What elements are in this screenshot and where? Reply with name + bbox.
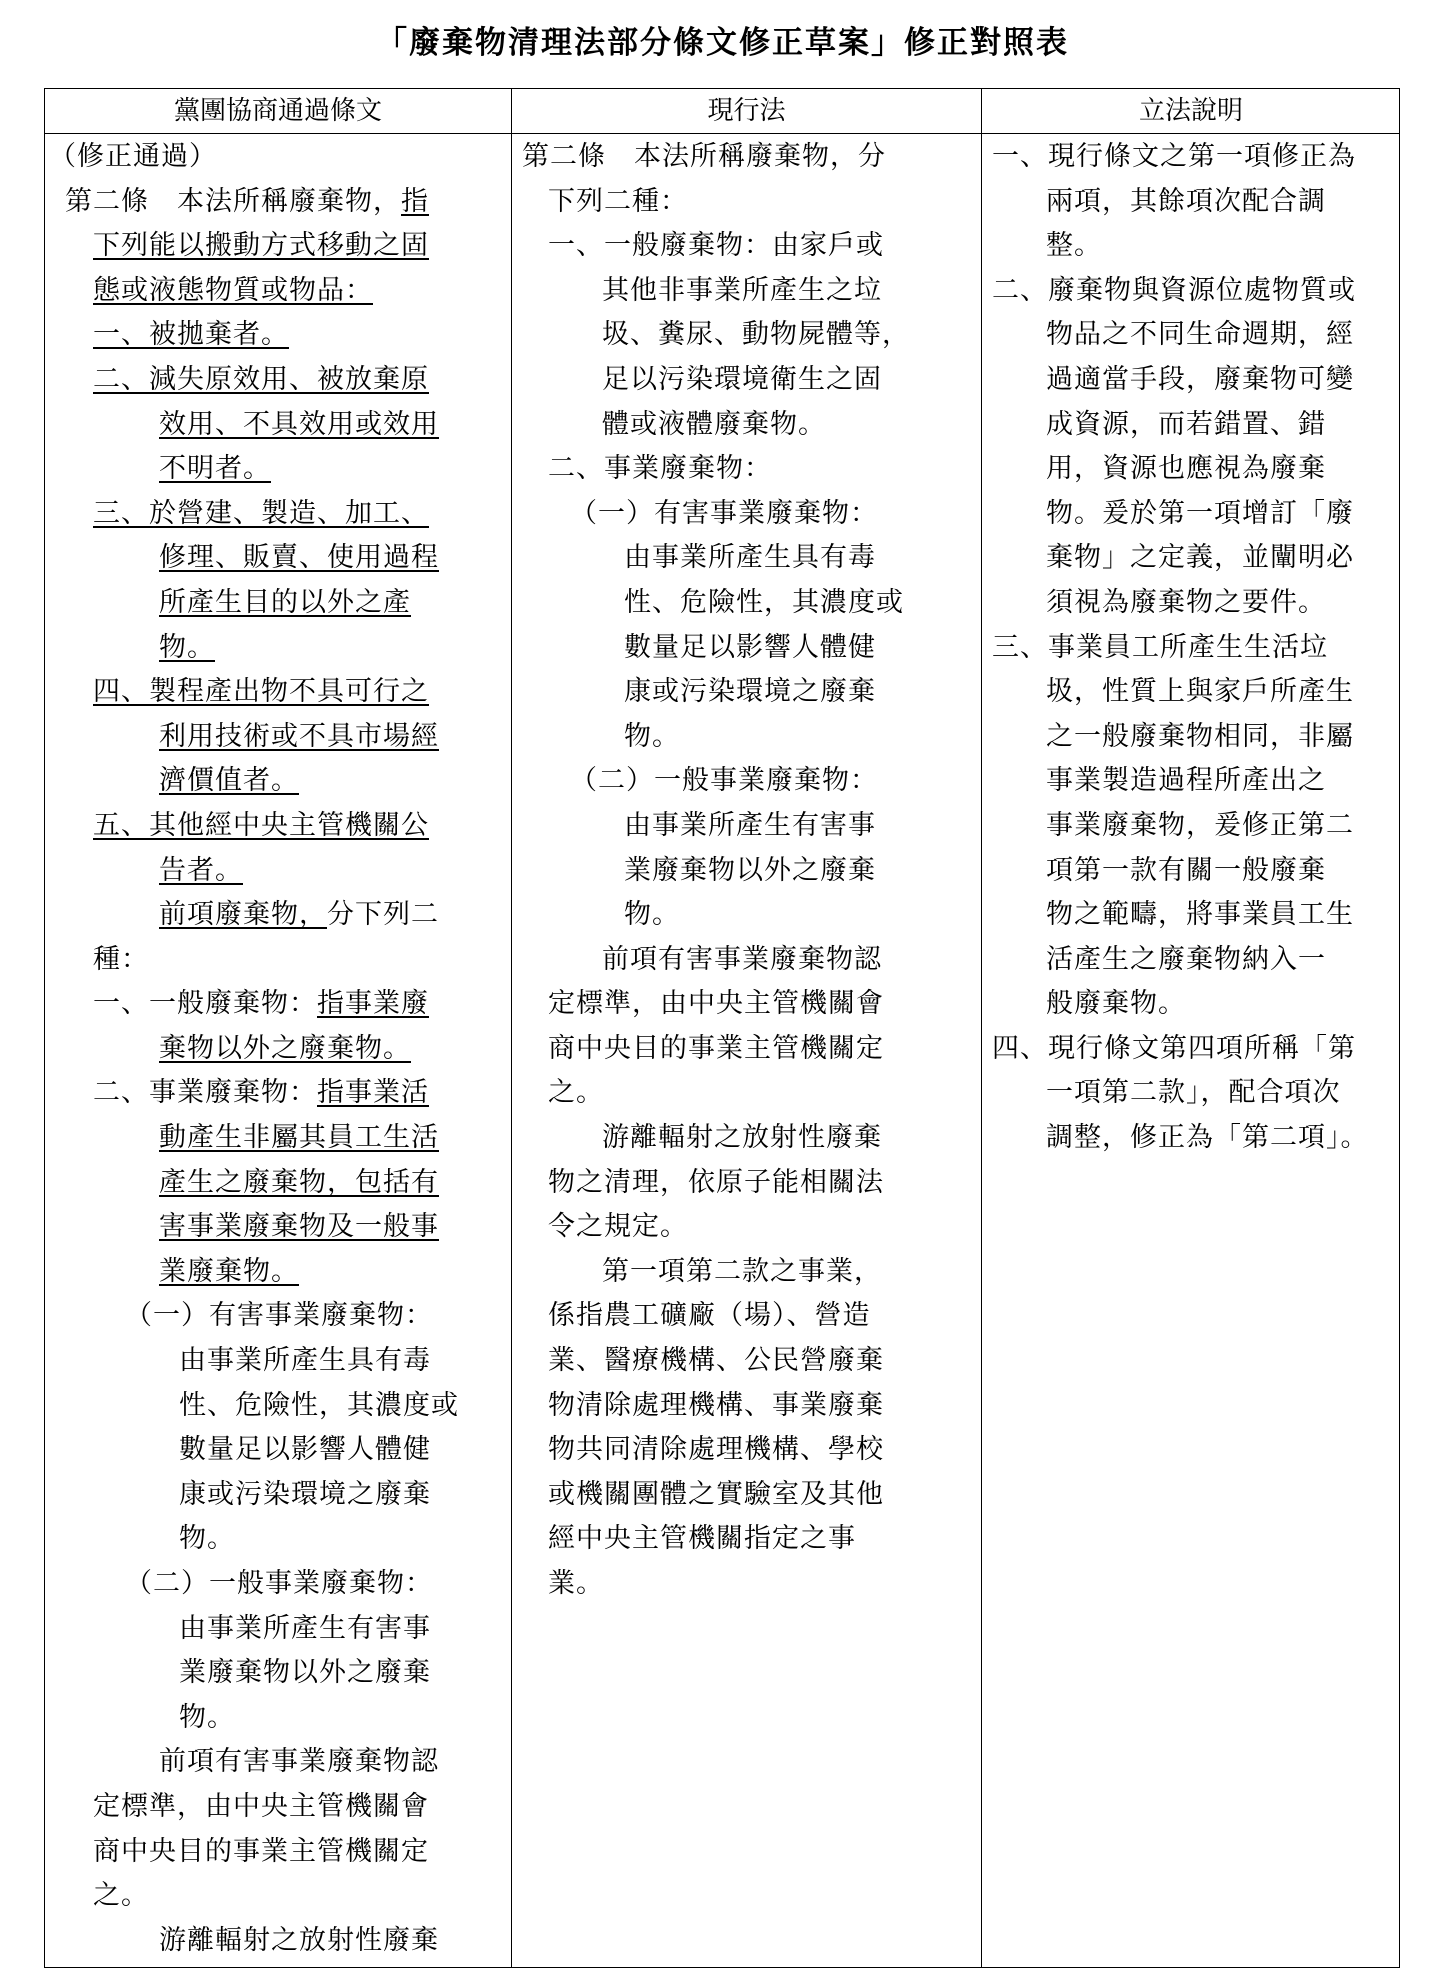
- text-line: [512, 626, 981, 671]
- text-line: [982, 536, 1400, 581]
- comparison-table: [44, 88, 1400, 1968]
- plain-text: 前項有害事業廢棄物認: [159, 1746, 439, 1778]
- text-line: [512, 269, 981, 314]
- underlined-text: 產生之廢棄物，包括有: [159, 1166, 439, 1198]
- negotiated-articles-column: [45, 135, 511, 1967]
- plain-text: 第二條 本法所稱廢棄物，分: [522, 141, 886, 172]
- header-divider: [45, 133, 1399, 134]
- text-line: [982, 403, 1400, 448]
- underlined-text: 害事業廢棄物及一般事: [159, 1211, 439, 1243]
- underlined-text: 二、減失原效用、被放棄原: [93, 363, 429, 395]
- text-line: [512, 670, 981, 715]
- header-negotiated-articles: 黨團協商通過條文: [173, 96, 382, 126]
- plain-text: 一、一般廢棄物：: [93, 988, 317, 1020]
- plain-text: 經中央主管機關指定之事: [548, 1523, 856, 1555]
- plain-text: 由事業所產生有害事: [179, 1612, 431, 1644]
- text-line: [512, 982, 981, 1027]
- text-line: [982, 982, 1400, 1027]
- plain-text: 事業製造過程所產出之: [1046, 765, 1326, 797]
- text-line: [512, 581, 981, 626]
- text-line: [982, 849, 1400, 894]
- text-line: [512, 1205, 981, 1250]
- text-line: [512, 1428, 981, 1473]
- plain-text: 物清除處理機構、事業廢棄: [548, 1389, 884, 1421]
- text-line: [45, 626, 511, 671]
- plain-text: 物。爰於第一項增訂「廢: [1046, 497, 1354, 529]
- text-line: [45, 849, 511, 894]
- plain-text: 兩項，其餘項次配合調: [1046, 185, 1326, 217]
- text-line: [45, 1250, 511, 1295]
- text-line: [512, 1116, 981, 1161]
- plain-text: 須視為廢棄物之要件。: [1046, 586, 1326, 618]
- plain-text: 之一般廢棄物相同，非屬: [1046, 720, 1354, 752]
- plain-text: 第一項第二款之事業，: [602, 1255, 882, 1287]
- plain-text: 一項第二款」，配合項次: [1046, 1077, 1341, 1109]
- plain-text: 物共同清除處理機構、學校: [548, 1434, 884, 1466]
- text-line: [45, 938, 511, 983]
- text-line: [982, 626, 1400, 671]
- underlined-text: 五、其他經中央主管機關公: [93, 809, 429, 841]
- text-line: [45, 1830, 511, 1875]
- plain-text: 係指農工礦廠（場）、營造: [548, 1300, 871, 1332]
- plain-text: 過適當手段，廢棄物可變: [1046, 363, 1354, 395]
- text-line: [45, 1428, 511, 1473]
- text-line: [45, 581, 511, 626]
- underlined-text: 物。: [159, 631, 215, 663]
- text-line: [45, 1205, 511, 1250]
- underlined-text: 態或液態物質或物品：: [93, 274, 373, 306]
- plain-text: 商中央目的事業主管機關定: [93, 1835, 429, 1867]
- text-line: [982, 1027, 1400, 1072]
- text-line: [982, 358, 1400, 403]
- text-line: [982, 135, 1400, 180]
- text-line: [512, 1250, 981, 1295]
- text-line: [512, 1161, 981, 1206]
- underlined-text: 動產生非屬其員工生活: [159, 1122, 439, 1154]
- text-line: [512, 938, 981, 983]
- text-line: [45, 1071, 511, 1116]
- underlined-text: 下列能以搬動方式移動之固: [93, 230, 429, 262]
- plain-text: 下列二種：: [548, 185, 688, 217]
- plain-text: 二、事業廢棄物：: [93, 1077, 317, 1109]
- text-line: [512, 1473, 981, 1518]
- plain-text: 一、現行條文之第一項修正為: [992, 141, 1356, 172]
- plain-text: 第二條 本法所稱廢棄物，: [65, 185, 401, 217]
- text-line: [512, 1517, 981, 1562]
- plain-text: 二、事業廢棄物：: [548, 453, 772, 485]
- plain-text: 三、事業員工所產生生活垃: [992, 631, 1328, 663]
- underlined-text: 利用技術或不具市場經: [159, 720, 439, 752]
- text-line: [45, 269, 511, 314]
- text-line: [512, 135, 981, 180]
- plain-text: 事業廢棄物，爰修正第二: [1046, 809, 1354, 841]
- plain-text: 數量足以影響人體健: [179, 1434, 431, 1466]
- plain-text: 物品之不同生命週期，經: [1046, 319, 1354, 351]
- plain-text: 游離輻射之放射性廢棄: [159, 1924, 439, 1956]
- underlined-text: 指事業活: [317, 1077, 429, 1109]
- text-line: [45, 447, 511, 492]
- text-line: [512, 536, 981, 581]
- plain-text: 令之規定。: [548, 1211, 688, 1243]
- plain-text: 性、危險性，其濃度或: [624, 586, 904, 618]
- underlined-text: 指事業廢: [317, 988, 429, 1020]
- text-line: [982, 804, 1400, 849]
- plain-text: 足以污染環境衛生之固: [602, 363, 882, 395]
- plain-text: 商中央目的事業主管機關定: [548, 1032, 884, 1064]
- plain-text: 由事業所產生具有毒: [624, 542, 876, 574]
- text-line: [982, 313, 1400, 358]
- plain-text: 棄物」之定義，並闡明必: [1046, 542, 1354, 574]
- text-line: [45, 403, 511, 448]
- header-current-law: 現行法: [707, 96, 786, 126]
- underlined-text: 不明者。: [159, 453, 271, 485]
- plain-text: 業、醫療機構、公民營廢棄: [548, 1345, 884, 1377]
- text-line: [45, 1294, 511, 1339]
- plain-text: 由事業所產生具有毒: [179, 1345, 431, 1377]
- plain-text: 物。: [179, 1701, 235, 1733]
- plain-text: 物。: [624, 720, 680, 752]
- text-line: [512, 1339, 981, 1384]
- plain-text: 種：: [93, 943, 149, 975]
- text-line: [512, 447, 981, 492]
- plain-text: 活產生之廢棄物納入一: [1046, 943, 1326, 975]
- plain-text: 物。: [179, 1523, 235, 1555]
- text-line: [512, 715, 981, 760]
- plain-text: 前項有害事業廢棄物認: [602, 943, 882, 975]
- plain-text: 由事業所產生有害事: [624, 809, 876, 841]
- plain-text: 業。: [548, 1568, 604, 1599]
- text-line: [45, 1696, 511, 1741]
- text-line: [45, 1473, 511, 1518]
- text-line: [512, 180, 981, 225]
- text-line: [45, 1339, 511, 1384]
- plain-text: 業廢棄物以外之廢棄: [624, 854, 876, 886]
- text-line: [45, 224, 511, 269]
- plain-text: 圾、糞尿、動物屍體等，: [602, 319, 910, 351]
- text-line: [982, 670, 1400, 715]
- text-line: [45, 358, 511, 403]
- text-line: [45, 1874, 511, 1919]
- underlined-text: 指: [401, 185, 429, 217]
- text-line: [45, 982, 511, 1027]
- plain-text: （一）有害事業廢棄物：: [570, 497, 878, 529]
- plain-text: 四、現行條文第四項所稱「第: [992, 1032, 1356, 1064]
- text-line: [45, 1740, 511, 1785]
- plain-text: 項第一款有關一般廢棄: [1046, 854, 1326, 886]
- text-line: [512, 1294, 981, 1339]
- text-line: [45, 536, 511, 581]
- plain-text: 定標準，由中央主管機關會: [93, 1790, 429, 1822]
- plain-text: 圾，性質上與家戶所產生: [1046, 676, 1354, 708]
- text-line: [45, 804, 511, 849]
- current-law-column: [512, 135, 981, 1967]
- text-line: [512, 358, 981, 403]
- plain-text: 之。: [93, 1880, 149, 1912]
- text-line: [45, 759, 511, 804]
- plain-text: 物。: [624, 899, 680, 931]
- plain-text: 一、一般廢棄物：由家戶或: [548, 230, 884, 262]
- plain-text: 康或污染環境之廢棄: [624, 676, 876, 708]
- text-line: [45, 1384, 511, 1429]
- text-line: [982, 759, 1400, 804]
- text-line: [45, 1562, 511, 1607]
- plain-text: 定標準，由中央主管機關會: [548, 988, 884, 1020]
- text-line: [45, 1027, 511, 1072]
- underlined-text: 棄物以外之廢棄物。: [159, 1032, 411, 1064]
- text-line: [45, 1919, 511, 1964]
- plain-text: 二、廢棄物與資源位處物質或: [992, 274, 1356, 306]
- text-line: [512, 492, 981, 537]
- legislative-explanation-column: [982, 135, 1400, 1967]
- text-line: [982, 581, 1400, 626]
- text-line: [982, 180, 1400, 225]
- text-line: [45, 1116, 511, 1161]
- underlined-text: 告者。: [159, 854, 243, 886]
- text-line: [45, 715, 511, 760]
- text-line: [982, 1071, 1400, 1116]
- text-line: [982, 447, 1400, 492]
- text-line: [512, 1384, 981, 1429]
- text-line: [512, 804, 981, 849]
- text-line: [512, 1562, 981, 1607]
- text-line: [982, 269, 1400, 314]
- plain-text: 用，資源也應視為廢棄: [1046, 453, 1326, 485]
- plain-text: 體或液體廢棄物。: [602, 408, 826, 440]
- text-line: [512, 759, 981, 804]
- underlined-text: 修理、販賣、使用過程: [159, 542, 439, 574]
- plain-text: 或機關團體之實驗室及其他: [548, 1478, 884, 1510]
- plain-text: 業廢棄物以外之廢棄: [179, 1657, 431, 1689]
- header-legislative-explanation: 立法說明: [1138, 96, 1243, 126]
- plain-text: 康或污染環境之廢棄: [179, 1478, 431, 1510]
- text-line: [45, 135, 511, 180]
- plain-text: 數量足以影響人體健: [624, 631, 876, 663]
- plain-text: （二）一般事業廢棄物：: [125, 1568, 433, 1599]
- text-line: [45, 670, 511, 715]
- text-line: [982, 492, 1400, 537]
- plain-text: 物之清理，依原子能相關法: [548, 1166, 884, 1198]
- text-line: [45, 1517, 511, 1562]
- underlined-text: 一、被拋棄者。: [93, 319, 289, 351]
- underlined-text: 濟價值者。: [159, 765, 299, 797]
- underlined-text: 所產生目的以外之產: [159, 586, 411, 618]
- text-line: [45, 1607, 511, 1652]
- document-title: 「廢棄物清理法部分條文修正草案」修正對照表: [376, 25, 1069, 61]
- text-line: [45, 313, 511, 358]
- text-line: [512, 1027, 981, 1072]
- text-line: [45, 180, 511, 225]
- plain-text: 成資源，而若錯置、錯: [1046, 408, 1326, 440]
- underlined-text: 四、製程產出物不具可行之: [93, 676, 429, 708]
- underlined-text: 效用、不具效用或效用: [159, 408, 439, 440]
- plain-text: 性、危險性，其濃度或: [179, 1389, 459, 1421]
- plain-text: （一）有害事業廢棄物：: [125, 1300, 433, 1332]
- plain-text: 調整，修正為「第二項」。: [1046, 1122, 1369, 1154]
- text-line: [45, 1161, 511, 1206]
- underlined-text: 業廢棄物。: [159, 1255, 299, 1287]
- text-line: [982, 938, 1400, 983]
- underlined-text: 前項廢棄物，: [159, 899, 327, 931]
- text-line: [512, 313, 981, 358]
- text-line: [45, 893, 511, 938]
- text-line: [982, 893, 1400, 938]
- plain-text: 分下列二: [327, 899, 439, 931]
- text-line: [512, 403, 981, 448]
- text-line: [45, 1651, 511, 1696]
- text-line: [982, 1116, 1400, 1161]
- text-line: [982, 715, 1400, 760]
- plain-text: 物之範疇，將事業員工生: [1046, 899, 1354, 931]
- text-line: [512, 849, 981, 894]
- plain-text: 般廢棄物。: [1046, 988, 1186, 1020]
- plain-text: 整。: [1046, 230, 1102, 262]
- text-line: [45, 492, 511, 537]
- plain-text: （修正通過）: [49, 141, 217, 172]
- text-line: [512, 224, 981, 269]
- plain-text: 之。: [548, 1077, 604, 1109]
- plain-text: 游離輻射之放射性廢棄: [602, 1122, 882, 1154]
- underlined-text: 三、於營建、製造、加工、: [93, 497, 429, 529]
- text-line: [512, 1071, 981, 1116]
- text-line: [45, 1785, 511, 1830]
- text-line: [512, 893, 981, 938]
- text-line: [982, 224, 1400, 269]
- plain-text: 其他非事業所產生之垃: [602, 274, 882, 306]
- plain-text: （二）一般事業廢棄物：: [570, 765, 878, 797]
